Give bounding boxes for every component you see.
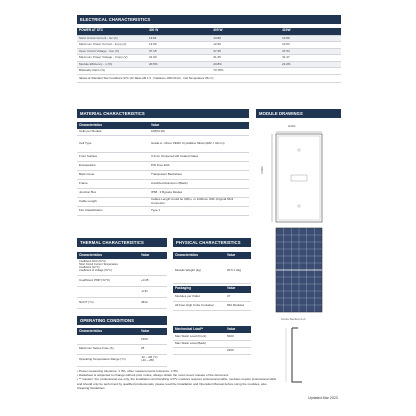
note-text: Datasheet is subjected to change without prior notice, always obtain the most recent release of the document. (78, 373, 230, 378)
table-row (77, 188, 249, 197)
note-item: • ** Caution: For professional use only, the installation and handling of PV modules requires professional skills, modules require professional skills and should only be performed by qualified professionals, please read the Installation and Operation Manual before using the modules, also Cleaning Guidelines (77, 377, 277, 390)
mat-h1: Value (149, 122, 249, 129)
cell: 21.0% (280, 61, 341, 68)
material-title-text: MATERIAL CHARACTERISTICS (80, 111, 145, 116)
cell: 31.47 (280, 55, 341, 62)
operating-header-row (77, 328, 167, 335)
frame-profile (292, 328, 302, 382)
cell (147, 68, 211, 75)
table-row (173, 259, 251, 283)
cell: Maximum Power Current - Impp (A) (77, 42, 147, 49)
module-drawing-svg (256, 120, 341, 325)
physical-header-row (173, 252, 251, 259)
cell: 3.2mm Tempered AR Coated Glass (149, 152, 249, 161)
height-dim: 1722±2 (262, 166, 264, 174)
cell: IP68 , 3 Bypass Diodes (149, 188, 249, 197)
cell: 45±2 (139, 297, 167, 308)
table-row (77, 161, 249, 170)
operating-table (77, 328, 167, 367)
thermal-table-wrap (77, 252, 167, 309)
cell: 12.90 (147, 42, 211, 49)
material-table-wrap (77, 122, 249, 216)
cell: 37.15 (147, 48, 211, 55)
cell: Junction Box (77, 188, 149, 197)
cell: Module Efficiency - η (%) (77, 61, 147, 68)
cell (139, 259, 167, 275)
table-row (77, 179, 249, 188)
cell: Transparent Backsheet (149, 170, 249, 179)
mat-h0: Characteristics (77, 122, 149, 129)
width-dim: 1134±2 (288, 126, 296, 128)
cell: 37.35 (211, 48, 280, 55)
physical-title (173, 238, 251, 247)
cell: Cables Length Could be 300m, or 1100mm With Original MC4 Connector (149, 197, 249, 206)
cell: Maximum Power Voltage - Vmpp (V) (77, 55, 147, 62)
physical-table-wrap (173, 252, 251, 311)
cell (280, 68, 341, 75)
mechanical-h0: Mechanical Load** (173, 326, 225, 333)
elec-h1: 400 W (147, 28, 211, 35)
cell: Module Weight (kg) (173, 259, 225, 283)
electrical-note: Values at Standard Test Conditions STC (Air Mass AM 1.5 , Irradiance 1000 W/m2 , Cell Temperature 25o C) (77, 75, 341, 84)
cell: 20.5% (147, 61, 211, 68)
electrical-header-row (77, 28, 341, 35)
cell: Fire Classification (77, 206, 149, 215)
table-row (77, 297, 167, 308)
cell (77, 286, 139, 297)
cell: All Feet High Cube Container (173, 302, 225, 311)
physical-table (173, 252, 251, 284)
electrical-title (77, 15, 341, 24)
note-text: Power measuring tolerance: ± 3%, other measurements tolerance: ± 5%. (78, 369, 179, 373)
cell: NOCT (°C) (77, 297, 139, 308)
cell: -40 ~ +85 (°C) (-40 ~ +85) (139, 354, 167, 366)
material-table (77, 122, 249, 216)
cell: Cell Type (77, 135, 149, 152)
operating-table-wrap (77, 328, 167, 367)
mechanical-header-row (173, 326, 251, 333)
operating-title-text: OPERATING CONDITIONS (80, 318, 135, 323)
table-row (77, 68, 341, 75)
cell: Cells per Module (77, 129, 149, 135)
cell: 37 (225, 293, 251, 302)
table-row (77, 275, 167, 286)
cell: 1500 (139, 335, 167, 344)
cell: 108(6×18) (149, 129, 249, 135)
cell: Maximum Series Fuse (A) (77, 344, 139, 354)
table-row (77, 344, 167, 354)
cell: 70 ±5% (211, 68, 280, 75)
mechanical-table-wrap (173, 326, 251, 355)
operating-title (77, 316, 167, 325)
thermal-h0: Characteristics (77, 252, 139, 259)
physical-h1: Value (225, 252, 251, 259)
thermal-title-text: THERMAL CHARACTERISTICS (80, 240, 144, 245)
elec-h3: 410W (280, 28, 341, 35)
physical-h0: Characteristics (173, 252, 225, 259)
cell: 25 (139, 344, 167, 354)
operating-h0: Characteristics (77, 328, 139, 335)
mechanical-h1: Value (225, 326, 251, 333)
note-item: • Power measuring tolerance: ± 3%, other measurements tolerance: ± 5%. (77, 369, 179, 373)
thermal-title (77, 238, 167, 247)
table-row (77, 152, 249, 161)
table-row (173, 302, 251, 311)
cell (225, 340, 251, 347)
notes (77, 369, 277, 390)
table-row (173, 333, 251, 340)
physical-title-text: PHYSICAL CHARACTERISTICS (176, 240, 241, 245)
cell: 5400 (225, 333, 251, 340)
cell: 13.96 (280, 35, 341, 42)
elec-h0: POWER AT STC (77, 28, 147, 35)
packaging-h0: Packaging (173, 286, 225, 293)
table-row (77, 135, 249, 152)
table-row (77, 354, 167, 366)
table-row (77, 335, 167, 344)
cell: Max Static Load (Front) (173, 333, 225, 340)
note-text: ** Caution: For professional use only, the installation and handling of PV modules requires professional skills, modules require professional skills and should only be performed by qualified professionals, please read the Installation and Operation Manual before using the modules, also Cleaning Guidelines (77, 377, 277, 390)
packaging-header-row (173, 286, 251, 293)
cell: Cable Length (77, 197, 149, 206)
cross-section-drawing (268, 326, 328, 386)
cell: 962 Modules (225, 302, 251, 311)
packaging-h1: Value (225, 286, 251, 293)
elec-h2: 405 W (211, 28, 280, 35)
cell: Operating Temperature Range (°C) (77, 354, 139, 366)
updated-date: Updated Mar 2023 (308, 396, 338, 400)
table-row (173, 293, 251, 302)
mechanical-table (173, 326, 251, 355)
cell: Anodized Aluminum (Black) (149, 179, 249, 188)
cell: Front Surface (77, 152, 149, 161)
thermal-header-row (77, 252, 167, 259)
cell: 2400 (225, 347, 251, 354)
cell: 20.5 ± 0kg (225, 259, 251, 283)
table-row (77, 259, 167, 275)
cell: Max Static Load (Back) (173, 340, 225, 347)
table-row (77, 197, 249, 206)
note-item: • Datasheet is subjected to change without prior notice, always obtain the most recent release of the document. (77, 373, 230, 378)
cell (173, 347, 225, 354)
cell: Frame (77, 179, 149, 188)
table-row (77, 206, 249, 215)
thermal-table (77, 252, 167, 309)
cross-section-caption: Cross Section A-A (281, 317, 306, 321)
material-title (77, 109, 249, 118)
cell: Short Circuit Current - Isc (A) (77, 35, 147, 42)
cell (77, 335, 139, 344)
cell: 37.54 (280, 48, 341, 55)
cell: Open Circuit Voltage - Voc (V) (77, 48, 147, 55)
packaging-table (173, 286, 251, 312)
cell: Grade A - Mono PERC Crystalline Silicon(182 × 91mm) (149, 135, 249, 152)
cell: 13.03 (280, 42, 341, 49)
cell: Back Cover (77, 170, 149, 179)
module-drawings (256, 120, 341, 325)
drawings-title-text: MODULE DRAWINGS (259, 111, 303, 116)
electrical-table (77, 28, 341, 75)
cell: 12.96 (211, 42, 280, 49)
cell: Modules per Pallet (173, 293, 225, 302)
thermal-h1: Value (139, 252, 167, 259)
operating-h1: Value (139, 328, 167, 335)
cell: Coefficient PMP (%/°C) (77, 275, 139, 286)
cell: PID Free EVA (149, 161, 249, 170)
material-header-row (77, 122, 249, 129)
cell: +0.05 (139, 275, 167, 286)
table-row (77, 286, 167, 297)
drawings-title (256, 109, 341, 118)
cell: Bifaciality Ratio (%) (77, 68, 147, 75)
cell: 20.8% (211, 61, 280, 68)
front-frame (276, 134, 322, 222)
cell: 13.81 (147, 35, 211, 42)
cell: Coefficient NOC (%/°C) Short Circuit Current Temperature Coefficient (%/°C) Coefficient of Voltage (%/°C) (77, 259, 139, 275)
cell: 31.00 (147, 55, 211, 62)
table-row (173, 347, 251, 354)
cell: 13.89 (211, 35, 280, 42)
electrical-title-text: ELECTRICAL CHARACTERISTICS (80, 17, 151, 22)
cell: -0.31 (139, 286, 167, 297)
table-row (173, 340, 251, 347)
electrical-table-wrap (77, 28, 341, 83)
cell: Type 1 (149, 206, 249, 215)
table-row (77, 170, 249, 179)
cell: Encapsulant (77, 161, 149, 170)
cell: 31.25 (211, 55, 280, 62)
